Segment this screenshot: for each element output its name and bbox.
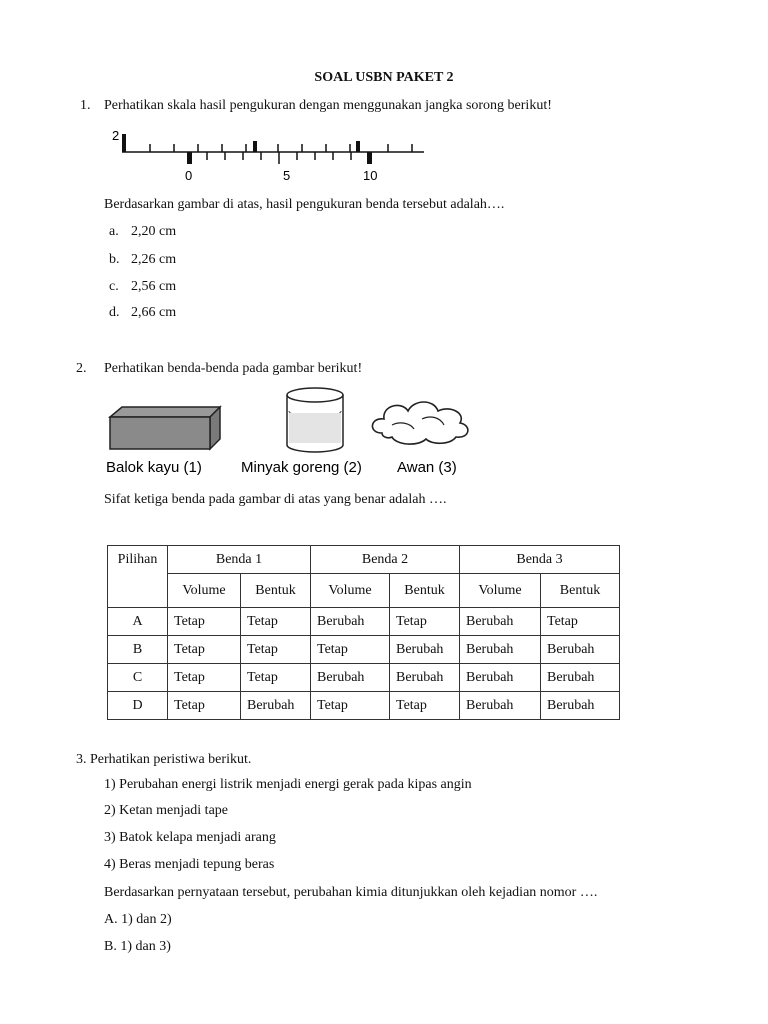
table-row	[108, 692, 620, 720]
table-subhead: Bentuk	[390, 574, 460, 608]
table-cell: Berubah	[390, 636, 460, 664]
option-letter: b.	[109, 252, 120, 267]
row-option: D	[108, 692, 168, 720]
row-option: B	[108, 636, 168, 664]
q2-number: 2.	[76, 361, 87, 376]
object-label-3: Awan (3)	[397, 459, 457, 476]
table-cell: Berubah	[460, 692, 541, 720]
answer-table	[107, 545, 620, 720]
table-cell: Tetap	[168, 636, 241, 664]
table-cell: Berubah	[390, 664, 460, 692]
option-letter: c.	[109, 279, 119, 294]
table-cell: Tetap	[241, 636, 311, 664]
cooking-oil-image	[287, 388, 343, 452]
table-subhead: Volume	[460, 574, 541, 608]
table-cell: Tetap	[241, 664, 311, 692]
table-group-head: Benda 3	[460, 546, 620, 574]
table-cell: Berubah	[460, 664, 541, 692]
option-letter: a.	[109, 224, 119, 239]
page-title: SOAL USBN PAKET 2	[314, 70, 454, 85]
table-cell: Tetap	[390, 608, 460, 636]
table-cell: Berubah	[541, 692, 620, 720]
table-cell: Berubah	[541, 636, 620, 664]
vernier-scale	[187, 152, 372, 164]
row-option: C	[108, 664, 168, 692]
vernier-label-10: 10	[363, 168, 378, 183]
q3-item: 4) Beras menjadi tepung beras	[104, 857, 275, 872]
option-text: 2,26 cm	[131, 252, 177, 267]
table-subhead: Bentuk	[541, 574, 620, 608]
table-subhead: Volume	[168, 574, 241, 608]
table-subhead: Volume	[311, 574, 390, 608]
table-cell: Tetap	[168, 664, 241, 692]
q3-heading: 3. Perhatikan peristiwa berikut.	[76, 752, 252, 767]
table-subhead: Bentuk	[241, 574, 311, 608]
main-scale	[122, 134, 424, 152]
object-label-2: Minyak goreng (2)	[241, 459, 362, 476]
vernier-label-5: 5	[283, 168, 291, 183]
q3-stem: Berdasarkan pernyataan tersebut, perubahan kimia ditunjukkan oleh kejadian nomor ….	[104, 885, 598, 900]
table-cell: Berubah	[311, 664, 390, 692]
vernier-caliper-scale	[112, 126, 432, 186]
wooden-block-image	[110, 407, 220, 449]
table-cell: Tetap	[311, 692, 390, 720]
option-letter: d.	[109, 305, 120, 320]
main-scale-label: 2	[112, 128, 120, 143]
row-option: A	[108, 608, 168, 636]
q3-item: 2) Ketan menjadi tape	[104, 803, 229, 818]
table-row	[108, 664, 620, 692]
table-cell: Berubah	[460, 608, 541, 636]
table-head-pilihan: Pilihan	[108, 546, 168, 608]
q3-item: 1) Perubahan energi listrik menjadi energi gerak pada kipas angin	[104, 777, 472, 792]
table-cell: Berubah	[541, 664, 620, 692]
table-group-head: Benda 2	[311, 546, 460, 574]
q1-stem: Berdasarkan gambar di atas, hasil pengukuran benda tersebut adalah….	[104, 197, 505, 212]
q3-item: 3) Batok kelapa menjadi arang	[104, 830, 276, 845]
table-group-head: Benda 1	[168, 546, 311, 574]
table-cell: Berubah	[241, 692, 311, 720]
q1-number: 1.	[80, 98, 91, 113]
table-cell: Tetap	[311, 636, 390, 664]
table-row	[108, 608, 620, 636]
table-cell: Tetap	[390, 692, 460, 720]
table-cell: Tetap	[168, 608, 241, 636]
object-label-1: Balok kayu (1)	[106, 459, 202, 476]
q1-prompt: Perhatikan skala hasil pengukuran dengan menggunakan jangka sorong berikut!	[104, 98, 552, 113]
table-row	[108, 636, 620, 664]
table-cell: Tetap	[168, 692, 241, 720]
option-text: 2,56 cm	[131, 279, 177, 294]
objects-figure	[100, 377, 490, 477]
table-cell: Berubah	[460, 636, 541, 664]
table-cell: Tetap	[541, 608, 620, 636]
q2-prompt: Perhatikan benda-benda pada gambar berikut!	[104, 361, 363, 376]
q3-option: B. 1) dan 3)	[104, 939, 171, 954]
option-text: 2,20 cm	[131, 224, 177, 239]
table-cell: Tetap	[241, 608, 311, 636]
vernier-label-0: 0	[185, 168, 193, 183]
option-text: 2,66 cm	[131, 305, 177, 320]
q3-option: A. 1) dan 2)	[104, 912, 172, 927]
table-cell: Berubah	[311, 608, 390, 636]
cloud-image	[372, 402, 467, 444]
q2-stem: Sifat ketiga benda pada gambar di atas yang benar adalah ….	[104, 492, 447, 507]
